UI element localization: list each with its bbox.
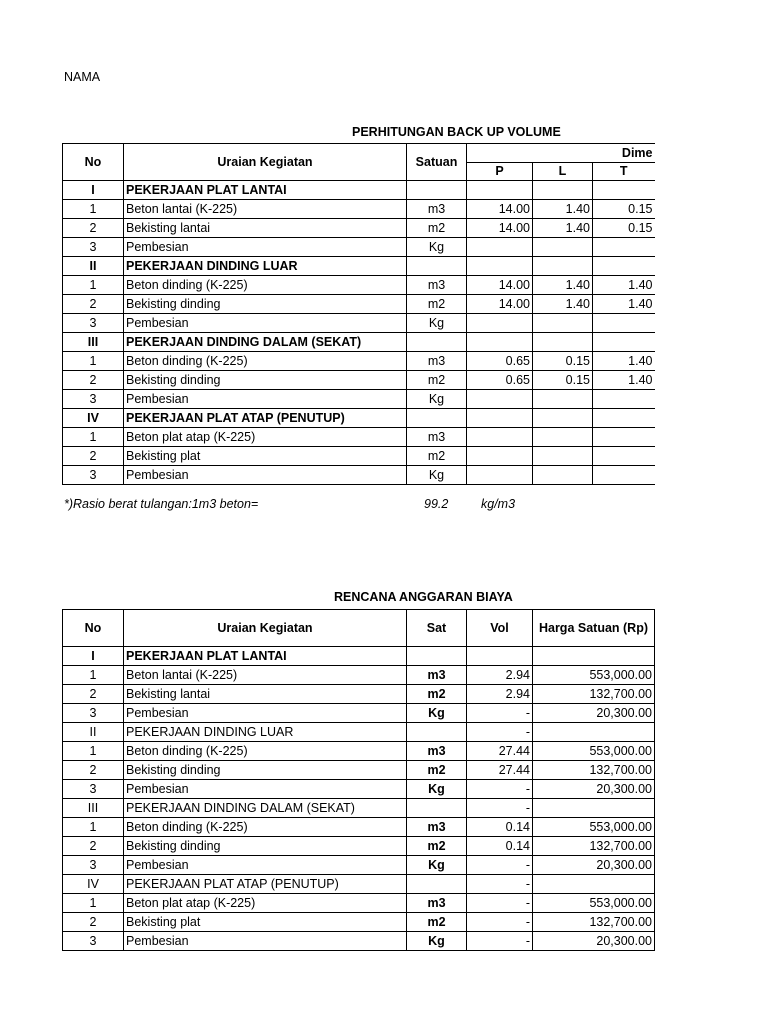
rab-cell-no: 3 [63,780,124,799]
volume-row [63,295,655,314]
rab-row [63,875,655,894]
volume-cell-uraian: Pembesian [124,466,407,485]
rab-row [63,799,655,818]
volume-cell-p [467,428,533,447]
volume-cell-p: 14.00 [467,295,533,314]
rab-row [63,742,655,761]
rab-cell-harga [533,723,655,742]
rab-row [63,837,655,856]
volume-cell-no: 1 [63,200,124,219]
rab-cell-sat: Kg [407,704,467,723]
volume-cell-l: 1.40 [533,200,593,219]
rab-row [63,856,655,875]
rab-cell-uraian: Beton dinding (K-225) [124,818,407,837]
rab-cell-uraian: PEKERJAAN PLAT LANTAI [124,647,407,666]
volume-cell-no: 3 [63,238,124,257]
volume-cell-satuan: m2 [407,371,467,390]
rab-cell-harga: 553,000.00 [533,894,655,913]
ratio-note-value: 99.2 [424,497,449,511]
volume-cell-t [593,428,655,447]
volume-cell-no: 3 [63,390,124,409]
volume-title: PERHITUNGAN BACK UP VOLUME [352,125,561,139]
volume-cell-no: I [63,181,124,200]
volume-cell-p [467,181,533,200]
volume-cell-t: 1.40 [593,352,655,371]
volume-header-no: No [63,144,124,181]
volume-header-uraian: Uraian Kegiatan [124,144,407,181]
rab-table [62,609,655,951]
rab-cell-vol: - [467,799,533,818]
volume-header-l: L [533,162,593,181]
volume-cell-uraian: Pembesian [124,390,407,409]
rab-cell-vol: - [467,704,533,723]
rab-cell-uraian: Beton lantai (K-225) [124,666,407,685]
rab-cell-uraian: Pembesian [124,932,407,951]
rab-cell-uraian: PEKERJAAN DINDING DALAM (SEKAT) [124,799,407,818]
volume-cell-uraian: Beton dinding (K-225) [124,276,407,295]
volume-header-p: P [467,162,533,181]
rab-cell-no: 1 [63,894,124,913]
rab-cell-no: 3 [63,704,124,723]
rab-cell-harga: 132,700.00 [533,761,655,780]
rab-cell-sat [407,875,467,894]
rab-cell-vol: - [467,856,533,875]
rab-cell-harga: 20,300.00 [533,704,655,723]
volume-cell-no: IV [63,409,124,428]
rab-cell-no: 2 [63,685,124,704]
rab-cell-uraian: Bekisting dinding [124,837,407,856]
rab-cell-vol: - [467,913,533,932]
volume-cell-t: 1.40 [593,371,655,390]
rab-header-harga: Harga Satuan (Rp) [533,610,655,647]
volume-cell-uraian: Beton plat atap (K-225) [124,428,407,447]
rab-cell-sat: m2 [407,837,467,856]
rab-cell-no: IV [63,875,124,894]
volume-cell-no: 3 [63,466,124,485]
rab-cell-harga: 553,000.00 [533,818,655,837]
rab-cell-vol: - [467,723,533,742]
volume-cell-t [593,333,655,352]
rab-cell-vol: - [467,780,533,799]
volume-cell-uraian: PEKERJAAN PLAT LANTAI [124,181,407,200]
volume-cell-no: 1 [63,276,124,295]
rab-cell-no: 3 [63,932,124,951]
rab-row [63,780,655,799]
rab-cell-no: 2 [63,913,124,932]
volume-section-row [63,257,655,276]
rab-row [63,894,655,913]
rab-cell-sat: m3 [407,894,467,913]
rab-cell-harga: 553,000.00 [533,742,655,761]
volume-cell-uraian: PEKERJAAN PLAT ATAP (PENUTUP) [124,409,407,428]
rab-cell-no: 3 [63,856,124,875]
volume-cell-t [593,181,655,200]
volume-cell-no: II [63,257,124,276]
volume-cell-p [467,466,533,485]
rab-cell-harga [533,647,655,666]
rab-row [63,818,655,837]
volume-cell-l: 0.15 [533,352,593,371]
volume-cell-no: III [63,333,124,352]
volume-cell-satuan: Kg [407,314,467,333]
rab-cell-harga [533,799,655,818]
rab-cell-uraian: Beton plat atap (K-225) [124,894,407,913]
rab-cell-sat: Kg [407,856,467,875]
rab-cell-vol: 27.44 [467,761,533,780]
rab-row [63,761,655,780]
rab-cell-sat: m2 [407,685,467,704]
volume-row [63,371,655,390]
volume-table [62,143,655,485]
volume-cell-satuan: m3 [407,428,467,447]
volume-cell-no: 1 [63,428,124,447]
volume-cell-p [467,314,533,333]
volume-cell-satuan: m3 [407,276,467,295]
rab-row [63,666,655,685]
rab-cell-sat: m3 [407,666,467,685]
volume-cell-satuan: m2 [407,295,467,314]
rab-cell-no: 2 [63,761,124,780]
rab-cell-no: 1 [63,818,124,837]
volume-cell-p: 0.65 [467,352,533,371]
rab-row [63,647,655,666]
volume-cell-l [533,181,593,200]
rab-cell-sat [407,799,467,818]
volume-cell-no: 2 [63,371,124,390]
volume-cell-t [593,314,655,333]
rab-cell-uraian: Pembesian [124,780,407,799]
volume-cell-uraian: PEKERJAAN DINDING DALAM (SEKAT) [124,333,407,352]
volume-cell-t [593,409,655,428]
rab-cell-no: III [63,799,124,818]
rab-cell-no: 1 [63,666,124,685]
volume-cell-no: 2 [63,295,124,314]
volume-cell-uraian: Pembesian [124,314,407,333]
rab-cell-no: 1 [63,742,124,761]
rab-cell-sat: Kg [407,932,467,951]
rab-cell-vol: 2.94 [467,685,533,704]
volume-cell-uraian: Bekisting lantai [124,219,407,238]
volume-cell-p [467,409,533,428]
volume-cell-satuan: m2 [407,219,467,238]
rab-cell-uraian: Beton dinding (K-225) [124,742,407,761]
rab-cell-vol: - [467,894,533,913]
volume-cell-l [533,466,593,485]
volume-cell-t [593,238,655,257]
volume-cell-satuan: Kg [407,466,467,485]
rab-cell-uraian: Pembesian [124,856,407,875]
volume-cell-satuan: m2 [407,447,467,466]
ratio-note-unit: kg/m3 [481,497,516,511]
rab-cell-uraian: Bekisting lantai [124,685,407,704]
volume-header-satuan: Satuan [407,144,467,181]
volume-cell-satuan: Kg [407,238,467,257]
rab-row [63,685,655,704]
rab-row [63,913,655,932]
volume-row [63,238,655,257]
volume-cell-t [593,466,655,485]
volume-cell-t [593,390,655,409]
volume-row [63,390,655,409]
rab-header-row [63,610,655,647]
volume-cell-l [533,238,593,257]
rab-header-sat: Sat [407,610,467,647]
volume-cell-p [467,333,533,352]
volume-header-row [63,144,655,163]
rab-cell-uraian: Pembesian [124,704,407,723]
volume-section-row [63,409,655,428]
rab-cell-sat: m3 [407,818,467,837]
rab-cell-harga: 132,700.00 [533,685,655,704]
volume-row [63,447,655,466]
volume-cell-p [467,390,533,409]
volume-row [63,466,655,485]
volume-cell-p: 14.00 [467,219,533,238]
volume-section-row [63,181,655,200]
volume-row [63,219,655,238]
volume-cell-p [467,447,533,466]
volume-cell-satuan [407,257,467,276]
volume-cell-t [593,257,655,276]
rab-cell-sat: m3 [407,742,467,761]
volume-cell-t: 0.15 [593,219,655,238]
rab-cell-sat [407,723,467,742]
volume-cell-uraian: Beton lantai (K-225) [124,200,407,219]
volume-header-t: T [593,162,655,181]
volume-cell-uraian: Pembesian [124,238,407,257]
volume-cell-no: 3 [63,314,124,333]
rab-cell-vol: 2.94 [467,666,533,685]
volume-cell-l [533,409,593,428]
rab-cell-no: II [63,723,124,742]
volume-cell-l [533,333,593,352]
rab-cell-harga: 20,300.00 [533,856,655,875]
volume-cell-satuan [407,181,467,200]
rab-title: RENCANA ANGGARAN BIAYA [334,590,513,604]
volume-cell-p: 14.00 [467,200,533,219]
rab-header-no: No [63,610,124,647]
rab-cell-uraian: PEKERJAAN PLAT ATAP (PENUTUP) [124,875,407,894]
volume-row [63,200,655,219]
volume-cell-no: 2 [63,447,124,466]
rab-header-vol: Vol [467,610,533,647]
rab-cell-uraian: Bekisting dinding [124,761,407,780]
volume-cell-no: 1 [63,352,124,371]
volume-cell-no: 2 [63,219,124,238]
rab-cell-harga: 132,700.00 [533,837,655,856]
volume-row [63,428,655,447]
volume-cell-l: 1.40 [533,276,593,295]
volume-row [63,352,655,371]
rab-cell-harga: 20,300.00 [533,780,655,799]
volume-cell-p: 14.00 [467,276,533,295]
volume-cell-l [533,314,593,333]
rab-cell-sat: m2 [407,913,467,932]
volume-cell-uraian: Bekisting dinding [124,295,407,314]
rab-cell-vol: 0.14 [467,818,533,837]
volume-cell-p: 0.65 [467,371,533,390]
rab-cell-sat: Kg [407,780,467,799]
rab-cell-harga: 132,700.00 [533,913,655,932]
rab-cell-no: I [63,647,124,666]
rab-row [63,704,655,723]
nama-label: NAMA [64,70,101,84]
rab-row [63,723,655,742]
volume-row [63,314,655,333]
volume-cell-satuan [407,409,467,428]
volume-cell-p [467,257,533,276]
volume-cell-satuan: Kg [407,390,467,409]
volume-section-row [63,333,655,352]
volume-cell-t: 1.40 [593,295,655,314]
volume-cell-satuan: m3 [407,200,467,219]
volume-cell-t: 1.40 [593,276,655,295]
volume-cell-l [533,390,593,409]
volume-cell-uraian: PEKERJAAN DINDING LUAR [124,257,407,276]
ratio-note-label: *)Rasio berat tulangan:1m3 beton= [64,497,259,511]
rab-cell-harga [533,875,655,894]
rab-header-uraian: Uraian Kegiatan [124,610,407,647]
volume-cell-p [467,238,533,257]
rab-cell-no: 2 [63,837,124,856]
volume-cell-satuan: m3 [407,352,467,371]
rab-cell-vol: - [467,875,533,894]
rab-cell-vol: - [467,932,533,951]
rab-cell-harga: 20,300.00 [533,932,655,951]
rab-cell-sat [407,647,467,666]
volume-cell-t: 0.15 [593,200,655,219]
volume-cell-l [533,447,593,466]
volume-row [63,276,655,295]
volume-cell-l: 0.15 [533,371,593,390]
volume-cell-satuan [407,333,467,352]
volume-cell-l: 1.40 [533,295,593,314]
rab-cell-uraian: PEKERJAAN DINDING LUAR [124,723,407,742]
volume-cell-l: 1.40 [533,219,593,238]
volume-cell-uraian: Beton dinding (K-225) [124,352,407,371]
rab-cell-vol [467,647,533,666]
volume-cell-t [593,447,655,466]
rab-cell-sat: m2 [407,761,467,780]
rab-cell-uraian: Bekisting plat [124,913,407,932]
rab-row [63,932,655,951]
volume-cell-uraian: Bekisting dinding [124,371,407,390]
volume-cell-uraian: Bekisting plat [124,447,407,466]
rab-cell-vol: 0.14 [467,837,533,856]
rab-cell-vol: 27.44 [467,742,533,761]
rab-cell-harga: 553,000.00 [533,666,655,685]
volume-header-dimensi: Dime [467,144,655,163]
volume-cell-l [533,257,593,276]
volume-cell-l [533,428,593,447]
